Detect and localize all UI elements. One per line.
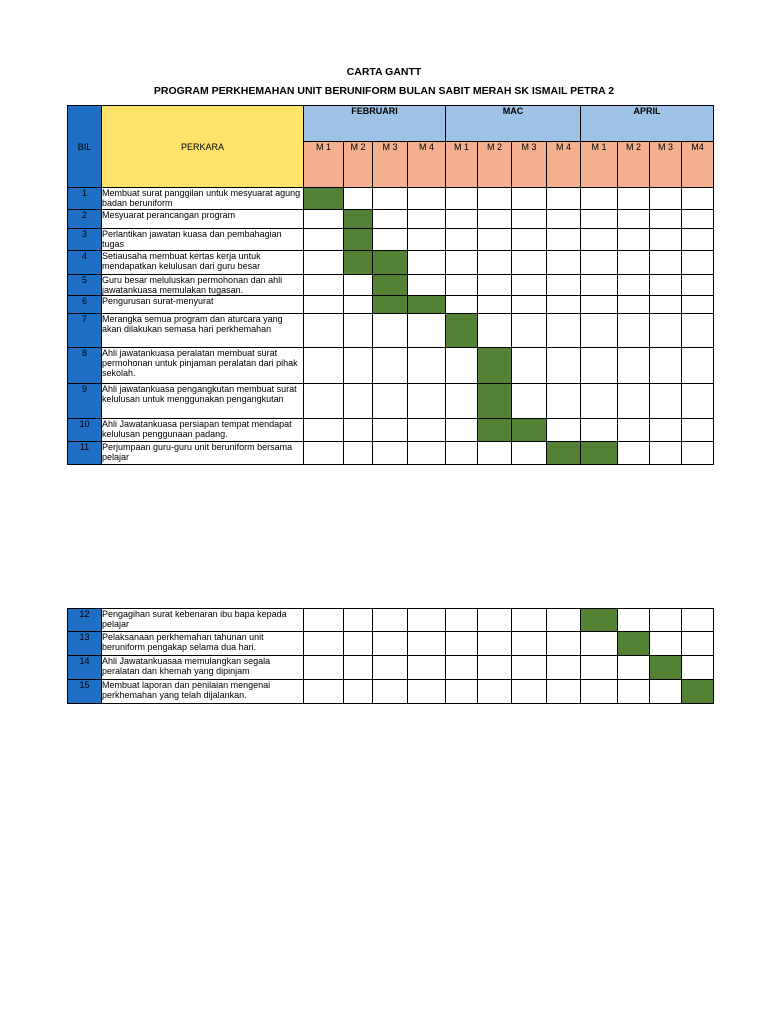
gantt-empty-cell <box>618 314 650 348</box>
gantt-empty-cell <box>547 275 581 296</box>
week-header: M 1 <box>304 142 344 188</box>
gantt-empty-cell <box>478 229 512 251</box>
gantt-empty-cell <box>373 680 408 704</box>
gantt-empty-cell <box>618 251 650 275</box>
gantt-empty-cell <box>446 419 478 442</box>
gantt-empty-cell <box>650 251 682 275</box>
gantt-empty-cell <box>650 680 682 704</box>
gantt-empty-cell <box>478 188 512 210</box>
gantt-empty-cell <box>512 632 547 656</box>
gantt-empty-cell <box>408 210 446 229</box>
gantt-bar-cell <box>547 442 581 465</box>
gantt-bar-cell <box>581 609 618 632</box>
task-number: 6 <box>68 296 102 314</box>
gantt-empty-cell <box>581 296 618 314</box>
gantt-empty-cell <box>304 384 344 419</box>
gantt-empty-cell <box>618 609 650 632</box>
gantt-empty-cell <box>344 348 373 384</box>
gantt-empty-cell <box>618 384 650 419</box>
gantt-empty-cell <box>373 188 408 210</box>
task-number: 2 <box>68 210 102 229</box>
week-header: M 4 <box>547 142 581 188</box>
task-row <box>68 314 714 348</box>
gantt-empty-cell <box>547 384 581 419</box>
task-description: Pelaksanaan perkhemahan tahunan unit beruniform pengakap selama dua hari. <box>102 632 304 656</box>
gantt-bar-cell <box>581 442 618 465</box>
gantt-empty-cell <box>304 229 344 251</box>
gantt-empty-cell <box>618 275 650 296</box>
gantt-empty-cell <box>408 419 446 442</box>
gantt-empty-cell <box>373 632 408 656</box>
gantt-empty-cell <box>682 348 714 384</box>
gantt-empty-cell <box>344 442 373 465</box>
gantt-empty-cell <box>650 419 682 442</box>
gantt-empty-cell <box>547 609 581 632</box>
gantt-empty-cell <box>547 419 581 442</box>
gantt-empty-cell <box>446 384 478 419</box>
gantt-empty-cell <box>304 314 344 348</box>
gantt-empty-cell <box>650 348 682 384</box>
task-row <box>68 275 714 296</box>
week-header: M 2 <box>618 142 650 188</box>
gantt-empty-cell <box>618 680 650 704</box>
gantt-empty-cell <box>344 656 373 680</box>
gantt-empty-cell <box>512 210 547 229</box>
task-number: 9 <box>68 384 102 419</box>
task-number: 1 <box>68 188 102 210</box>
gantt-bar-cell <box>373 296 408 314</box>
gantt-empty-cell <box>512 275 547 296</box>
gantt-empty-cell <box>304 419 344 442</box>
gantt-empty-cell <box>547 251 581 275</box>
task-row <box>68 188 714 210</box>
gantt-empty-cell <box>682 314 714 348</box>
gantt-empty-cell <box>650 188 682 210</box>
gantt-empty-cell <box>373 229 408 251</box>
gantt-empty-cell <box>478 656 512 680</box>
gantt-empty-cell <box>304 680 344 704</box>
gantt-bar-cell <box>478 419 512 442</box>
gantt-empty-cell <box>618 348 650 384</box>
gantt-empty-cell <box>446 296 478 314</box>
gantt-empty-cell <box>478 296 512 314</box>
task-description: Pengagihan surat kebenaran ibu bapa kepada pelajar <box>102 609 304 632</box>
gantt-empty-cell <box>581 251 618 275</box>
gantt-empty-cell <box>512 609 547 632</box>
gantt-empty-cell <box>408 609 446 632</box>
task-description: Perlantikan jawatan kuasa dan pembahagian tugas <box>102 229 304 251</box>
gantt-empty-cell <box>344 275 373 296</box>
gantt-empty-cell <box>581 275 618 296</box>
gantt-empty-cell <box>478 609 512 632</box>
gantt-empty-cell <box>512 384 547 419</box>
gantt-empty-cell <box>408 275 446 296</box>
gantt-empty-cell <box>682 632 714 656</box>
gantt-empty-cell <box>408 251 446 275</box>
gantt-empty-cell <box>478 442 512 465</box>
gantt-empty-cell <box>682 296 714 314</box>
task-description: Ahli Jawatankuasa persiapan tempat mendapat kelulusan penggunaan padang. <box>102 419 304 442</box>
gantt-empty-cell <box>478 632 512 656</box>
gantt-empty-cell <box>512 188 547 210</box>
gantt-empty-cell <box>446 348 478 384</box>
gantt-empty-cell <box>304 251 344 275</box>
task-description: Membuat surat panggilan untuk mesyuarat agung badan beruniform <box>102 188 304 210</box>
gantt-empty-cell <box>581 229 618 251</box>
gantt-empty-cell <box>446 229 478 251</box>
gantt-table-continued <box>67 608 714 704</box>
gantt-empty-cell <box>650 442 682 465</box>
task-number: 4 <box>68 251 102 275</box>
gantt-bar-cell <box>478 384 512 419</box>
task-row <box>68 632 714 656</box>
gantt-empty-cell <box>581 384 618 419</box>
gantt-empty-cell <box>650 632 682 656</box>
gantt-empty-cell <box>478 251 512 275</box>
gantt-empty-cell <box>446 188 478 210</box>
gantt-bar-cell <box>478 348 512 384</box>
task-row <box>68 442 714 465</box>
gantt-empty-cell <box>512 348 547 384</box>
gantt-empty-cell <box>446 632 478 656</box>
gantt-empty-cell <box>446 251 478 275</box>
month-header-mac: MAC <box>446 106 581 142</box>
gantt-empty-cell <box>581 656 618 680</box>
gantt-empty-cell <box>618 210 650 229</box>
gantt-empty-cell <box>618 656 650 680</box>
task-number: 11 <box>68 442 102 465</box>
gantt-empty-cell <box>373 442 408 465</box>
task-number: 8 <box>68 348 102 384</box>
gantt-empty-cell <box>512 314 547 348</box>
gantt-empty-cell <box>512 251 547 275</box>
gantt-bar-cell <box>408 296 446 314</box>
gantt-empty-cell <box>373 210 408 229</box>
gantt-empty-cell <box>446 210 478 229</box>
task-description: Pengurusan surat-menyurat <box>102 296 304 314</box>
week-header: M 3 <box>650 142 682 188</box>
gantt-empty-cell <box>304 348 344 384</box>
gantt-empty-cell <box>512 680 547 704</box>
task-number: 3 <box>68 229 102 251</box>
gantt-empty-cell <box>408 348 446 384</box>
gantt-empty-cell <box>682 384 714 419</box>
program-subtitle: PROGRAM PERKHEMAHAN UNIT BERUNIFORM BULAN SABIT MERAH SK ISMAIL PETRA 2 <box>153 85 615 97</box>
gantt-empty-cell <box>408 680 446 704</box>
gantt-empty-cell <box>304 609 344 632</box>
task-description: Ahli jawatankuasa peralatan membuat surat permohonan untuk pinjaman peralatan dari pihak sekolah. <box>102 348 304 384</box>
task-description: Merangka semua program dan aturcara yang akan dilakukan semasa hari perkhemahan <box>102 314 304 348</box>
gantt-empty-cell <box>344 296 373 314</box>
gantt-empty-cell <box>682 419 714 442</box>
gantt-empty-cell <box>408 314 446 348</box>
gantt-empty-cell <box>304 296 344 314</box>
gantt-bar-cell <box>446 314 478 348</box>
gantt-empty-cell <box>650 384 682 419</box>
gantt-empty-cell <box>304 210 344 229</box>
gantt-empty-cell <box>408 656 446 680</box>
gantt-empty-cell <box>650 210 682 229</box>
task-row <box>68 656 714 680</box>
chart-title: CARTA GANTT <box>346 66 422 78</box>
gantt-empty-cell <box>373 656 408 680</box>
gantt-empty-cell <box>618 229 650 251</box>
gantt-empty-cell <box>581 188 618 210</box>
task-number: 10 <box>68 419 102 442</box>
gantt-bar-cell <box>304 188 344 210</box>
gantt-table <box>67 105 714 465</box>
gantt-empty-cell <box>373 419 408 442</box>
gantt-empty-cell <box>650 296 682 314</box>
gantt-empty-cell <box>478 275 512 296</box>
task-description: Mesyuarat perancangan program <box>102 210 304 229</box>
gantt-empty-cell <box>373 384 408 419</box>
gantt-empty-cell <box>682 275 714 296</box>
gantt-empty-cell <box>512 296 547 314</box>
bil-header: BIL <box>68 106 102 188</box>
gantt-empty-cell <box>446 442 478 465</box>
gantt-empty-cell <box>344 384 373 419</box>
gantt-empty-cell <box>408 188 446 210</box>
gantt-empty-cell <box>547 210 581 229</box>
gantt-empty-cell <box>344 632 373 656</box>
task-row <box>68 348 714 384</box>
gantt-empty-cell <box>682 251 714 275</box>
task-number: 12 <box>68 609 102 632</box>
task-description: Setiausaha membuat kertas kerja untuk mendapatkan kelulusan dari guru besar <box>102 251 304 275</box>
gantt-bar-cell <box>682 680 714 704</box>
gantt-empty-cell <box>344 314 373 348</box>
gantt-empty-cell <box>373 314 408 348</box>
gantt-empty-cell <box>446 656 478 680</box>
week-header: M 1 <box>446 142 478 188</box>
gantt-empty-cell <box>547 296 581 314</box>
gantt-empty-cell <box>304 632 344 656</box>
gantt-empty-cell <box>547 188 581 210</box>
gantt-empty-cell <box>478 314 512 348</box>
task-row <box>68 419 714 442</box>
task-row <box>68 210 714 229</box>
gantt-empty-cell <box>682 609 714 632</box>
gantt-empty-cell <box>547 348 581 384</box>
task-number: 7 <box>68 314 102 348</box>
task-row <box>68 609 714 632</box>
gantt-empty-cell <box>408 442 446 465</box>
gantt-empty-cell <box>304 656 344 680</box>
gantt-bar-cell <box>373 275 408 296</box>
gantt-empty-cell <box>373 609 408 632</box>
gantt-empty-cell <box>478 210 512 229</box>
gantt-empty-cell <box>682 188 714 210</box>
gantt-empty-cell <box>682 442 714 465</box>
gantt-empty-cell <box>682 210 714 229</box>
gantt-empty-cell <box>581 348 618 384</box>
week-header: M 3 <box>512 142 547 188</box>
gantt-empty-cell <box>547 680 581 704</box>
gantt-empty-cell <box>581 210 618 229</box>
gantt-empty-cell <box>408 229 446 251</box>
gantt-empty-cell <box>304 442 344 465</box>
gantt-empty-cell <box>682 656 714 680</box>
gantt-bar-cell <box>512 419 547 442</box>
task-description: Perjumpaan guru-guru unit beruniform bersama pelajar <box>102 442 304 465</box>
month-header-februari: FEBRUARI <box>304 106 446 142</box>
gantt-empty-cell <box>512 656 547 680</box>
gantt-empty-cell <box>581 419 618 442</box>
gantt-empty-cell <box>304 275 344 296</box>
month-header-april: APRIL <box>581 106 714 142</box>
gantt-empty-cell <box>682 229 714 251</box>
gantt-empty-cell <box>446 680 478 704</box>
week-header: M 1 <box>581 142 618 188</box>
gantt-empty-cell <box>547 314 581 348</box>
week-header: M 2 <box>344 142 373 188</box>
task-number: 5 <box>68 275 102 296</box>
gantt-empty-cell <box>581 314 618 348</box>
gantt-empty-cell <box>650 314 682 348</box>
gantt-bar-cell <box>618 632 650 656</box>
gantt-empty-cell <box>344 419 373 442</box>
task-row <box>68 680 714 704</box>
gantt-empty-cell <box>650 229 682 251</box>
gantt-empty-cell <box>618 296 650 314</box>
gantt-empty-cell <box>512 442 547 465</box>
gantt-empty-cell <box>547 656 581 680</box>
gantt-bar-cell <box>373 251 408 275</box>
task-number: 13 <box>68 632 102 656</box>
gantt-empty-cell <box>408 384 446 419</box>
gantt-empty-cell <box>581 680 618 704</box>
gantt-empty-cell <box>618 419 650 442</box>
gantt-empty-cell <box>478 680 512 704</box>
perkara-header: PERKARA <box>102 106 304 188</box>
gantt-empty-cell <box>344 680 373 704</box>
task-description: Membuat laporan dan penilaian mengenai perkhemahan yang telah dijalankan. <box>102 680 304 704</box>
gantt-bar-cell <box>650 656 682 680</box>
gantt-empty-cell <box>581 632 618 656</box>
gantt-empty-cell <box>512 229 547 251</box>
week-header: M4 <box>682 142 714 188</box>
week-header: M 2 <box>478 142 512 188</box>
gantt-bar-cell <box>344 210 373 229</box>
gantt-empty-cell <box>408 632 446 656</box>
gantt-empty-cell <box>446 275 478 296</box>
gantt-empty-cell <box>373 348 408 384</box>
task-description: Guru besar meluluskan permohonan dan ahli jawatankuasa memulakan tugasan. <box>102 275 304 296</box>
gantt-empty-cell <box>618 188 650 210</box>
gantt-empty-cell <box>344 188 373 210</box>
week-header: M 4 <box>408 142 446 188</box>
task-row <box>68 296 714 314</box>
task-number: 14 <box>68 656 102 680</box>
task-row <box>68 384 714 419</box>
week-header: M 3 <box>373 142 408 188</box>
task-row <box>68 229 714 251</box>
gantt-empty-cell <box>547 229 581 251</box>
gantt-empty-cell <box>650 275 682 296</box>
gantt-empty-cell <box>446 609 478 632</box>
gantt-empty-cell <box>650 609 682 632</box>
gantt-bar-cell <box>344 251 373 275</box>
gantt-empty-cell <box>547 632 581 656</box>
task-description: Ahli jawatankuasa pengangkutan membuat surat kelulusan untuk menggunakan pengangkutan <box>102 384 304 419</box>
gantt-bar-cell <box>344 229 373 251</box>
task-description: Ahli Jawatankuasaa memulangkan segala peralatan dan khemah yang dipinjam <box>102 656 304 680</box>
gantt-empty-cell <box>618 442 650 465</box>
task-row <box>68 251 714 275</box>
task-number: 15 <box>68 680 102 704</box>
gantt-empty-cell <box>344 609 373 632</box>
